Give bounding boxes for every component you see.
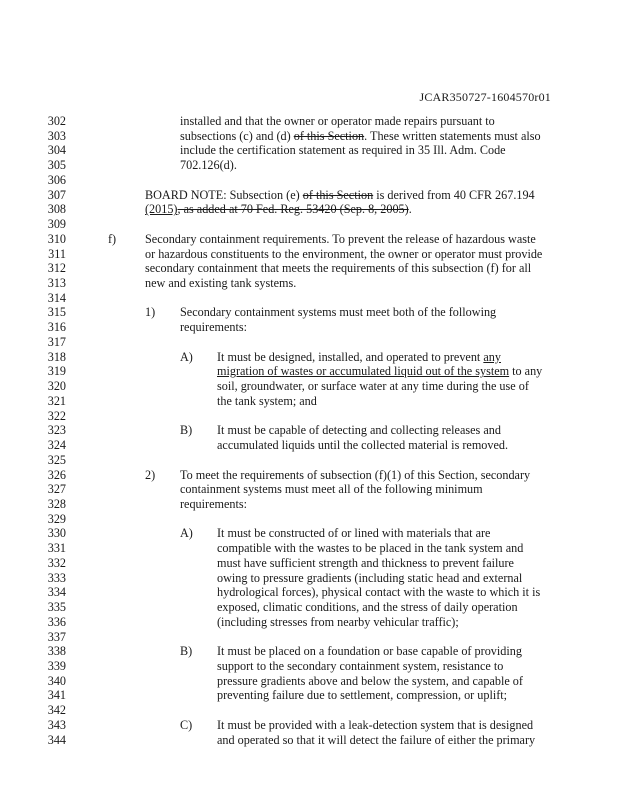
text-segment: 702.126(d). [180, 158, 237, 173]
line-312 [0, 262, 625, 275]
line-number: 326 [47, 467, 66, 482]
line-number: 344 [47, 732, 66, 747]
line-316 [0, 321, 625, 334]
line-number: 319 [47, 364, 66, 379]
line-number: 312 [47, 261, 66, 276]
line-337 [0, 631, 625, 644]
line-text [180, 498, 247, 511]
line-number: 343 [47, 717, 66, 732]
line-text [145, 189, 535, 202]
deleted-text: , as added at 70 Fed. Reg. 53420 (Sep. 8, 2005) [177, 202, 409, 217]
text-segment: to any [509, 364, 543, 379]
text-segment: requirements: [180, 320, 248, 335]
line-text [217, 527, 490, 540]
text-segment: the tank system; and [217, 393, 317, 408]
text-segment: exposed, climatic conditions, and the stress of daily operation [217, 600, 518, 615]
text-segment: must have sufficient strength and thickness to prevent failure [217, 555, 514, 570]
line-336 [0, 616, 625, 629]
subsection-label: 1) [145, 305, 156, 320]
line-340 [0, 675, 625, 688]
line-number: 327 [47, 482, 66, 497]
line-338 [0, 645, 625, 658]
line-329 [0, 513, 625, 526]
document-id-header: JCAR350727-1604570r01 [419, 90, 551, 104]
text-segment: owing to pressure gradients (including static head and external [217, 570, 523, 585]
line-339 [0, 660, 625, 673]
line-number: 313 [47, 276, 66, 291]
line-number: 305 [47, 158, 66, 173]
line-text [180, 321, 247, 334]
text-segment: . [408, 202, 412, 217]
line-number: 315 [47, 305, 66, 320]
line-335 [0, 601, 625, 614]
text-segment: It must be placed on a foundation or base capable of providing [217, 644, 522, 659]
line-number: 314 [47, 290, 66, 305]
subsection-label: A) [180, 526, 193, 541]
line-344 [0, 734, 625, 747]
subsection-label: A) [180, 349, 193, 364]
line-text [217, 542, 523, 555]
line-334 [0, 586, 625, 599]
line-number: 318 [47, 349, 66, 364]
line-307 [0, 189, 625, 202]
line-number: 328 [47, 496, 66, 511]
text-segment: accumulated liquids until the collected material is removed. [217, 438, 509, 453]
subsection-label: f) [108, 231, 117, 246]
line-330 [0, 527, 625, 540]
line-number: 303 [47, 128, 66, 143]
line-text [217, 616, 459, 629]
text-segment: support to the secondary containment system, resistance to [217, 659, 504, 673]
line-322 [0, 410, 625, 423]
line-313 [0, 277, 625, 290]
line-number: 339 [47, 659, 66, 673]
line-304 [0, 144, 625, 157]
line-314 [0, 292, 625, 305]
line-number: 304 [47, 143, 66, 158]
line-number: 316 [47, 320, 66, 335]
line-text [217, 719, 533, 732]
line-number: 302 [47, 114, 66, 128]
deleted-text: of this Section [302, 187, 374, 202]
line-text [217, 660, 503, 673]
line-306 [0, 174, 625, 187]
line-328 [0, 498, 625, 511]
deleted-text: of this Section [293, 128, 365, 143]
line-number: 308 [47, 202, 66, 217]
line-number: 334 [47, 585, 66, 600]
line-number: 335 [47, 600, 66, 615]
line-308 [0, 203, 625, 216]
line-311 [0, 248, 625, 261]
text-segment: (including stresses from nearby vehicular traffic); [217, 614, 459, 629]
line-302 [0, 115, 625, 128]
line-343 [0, 719, 625, 732]
line-number: 340 [47, 673, 66, 688]
line-342 [0, 704, 625, 717]
text-segment: soil, groundwater, or surface water at any time during the use of [217, 379, 529, 394]
line-text [217, 734, 535, 747]
line-326 [0, 469, 625, 482]
line-text [217, 572, 522, 585]
line-309 [0, 218, 625, 231]
line-323 [0, 424, 625, 437]
line-number: 311 [48, 246, 66, 261]
subsection-label: 2) [145, 467, 156, 482]
line-number: 330 [47, 526, 66, 541]
line-number: 332 [47, 555, 66, 570]
line-text [145, 277, 296, 290]
text-segment: secondary containment that meets the requirements of this subsection (f) for all [145, 261, 532, 276]
line-number: 323 [47, 423, 66, 438]
line-text [180, 159, 237, 172]
line-319 [0, 365, 625, 378]
inserted-text: (2015) [145, 202, 178, 217]
line-320 [0, 380, 625, 393]
line-number: 321 [47, 393, 66, 408]
line-327 [0, 483, 625, 496]
line-text [180, 130, 541, 143]
line-325 [0, 454, 625, 467]
line-text [145, 233, 536, 246]
line-324 [0, 439, 625, 452]
text-segment: Secondary containment requirements. To prevent the release of hazardous waste [145, 231, 536, 246]
line-text [217, 586, 540, 599]
line-text [180, 115, 495, 128]
line-number: 325 [47, 452, 66, 467]
text-segment: preventing failure due to settlement, compression, or uplift; [217, 688, 508, 703]
text-segment: It must be capable of detecting and collecting releases and [217, 423, 501, 438]
line-331 [0, 542, 625, 555]
line-text [145, 262, 531, 275]
line-text [145, 203, 412, 216]
text-segment: To meet the requirements of subsection (f)(1) of this Section, secondary [180, 467, 531, 482]
line-333 [0, 572, 625, 585]
inserted-text: any [483, 349, 501, 364]
line-310 [0, 233, 625, 246]
line-number: 322 [47, 408, 66, 423]
inserted-text: migration of wastes or accumulated liquid out of the system [217, 364, 510, 379]
line-number: 338 [47, 644, 66, 659]
text-segment: BOARD NOTE: Subsection (e) [145, 187, 303, 202]
line-number: 309 [47, 217, 66, 232]
line-text [217, 675, 523, 688]
line-text [217, 380, 529, 393]
line-number: 307 [47, 187, 66, 202]
text-segment: pressure gradients above and below the system, and capable of [217, 673, 523, 688]
text-segment: It must be constructed of or lined with materials that are [217, 526, 491, 541]
text-segment: . These written statements must also [364, 128, 541, 143]
line-text [217, 439, 508, 452]
line-text [180, 306, 496, 319]
line-number: 306 [47, 172, 66, 187]
text-segment: containment systems must meet all of the following minimum [180, 482, 483, 497]
line-number: 342 [47, 703, 66, 718]
text-segment: or hazardous constituents to the environment, the owner or operator must provide [145, 246, 543, 261]
text-segment: installed and that the owner or operator made repairs pursuant to [180, 114, 495, 128]
line-number: 329 [47, 511, 66, 526]
line-number: 341 [47, 688, 66, 703]
text-segment: It must be designed, installed, and operated to prevent [217, 349, 484, 364]
line-text [217, 601, 518, 614]
text-segment: Secondary containment systems must meet both of the following [180, 305, 497, 320]
line-number: 310 [47, 231, 66, 246]
line-text [217, 424, 501, 437]
line-text [217, 645, 522, 658]
line-text [180, 483, 483, 496]
text-segment: requirements: [180, 496, 248, 511]
line-text [180, 144, 506, 157]
line-number: 336 [47, 614, 66, 629]
text-segment: is derived from 40 CFR 267.194 [373, 187, 535, 202]
text-segment: include the certification statement as required in 35 Ill. Adm. Code [180, 143, 506, 158]
line-text [145, 248, 542, 261]
line-321 [0, 395, 625, 408]
text-segment: hydrological forces), physical contact with the waste to which it is [217, 585, 541, 600]
line-number: 324 [47, 438, 66, 453]
text-segment: It must be provided with a leak-detection system that is designed [217, 717, 534, 732]
line-number: 333 [47, 570, 66, 585]
line-303 [0, 130, 625, 143]
line-number: 331 [47, 541, 66, 556]
text-segment: and operated so that it will detect the failure of either the primary [217, 732, 536, 747]
subsection-label: B) [180, 644, 193, 659]
line-text [217, 557, 514, 570]
line-number: 337 [47, 629, 66, 644]
line-text [180, 469, 530, 482]
line-number: 320 [47, 379, 66, 394]
text-segment: compatible with the wastes to be placed in the tank system and [217, 541, 524, 556]
line-text [217, 351, 501, 364]
line-305 [0, 159, 625, 172]
line-318 [0, 351, 625, 364]
line-text [217, 395, 317, 408]
line-text [217, 365, 542, 378]
subsection-label: C) [180, 717, 193, 732]
line-text [217, 689, 507, 702]
line-number: 317 [47, 334, 66, 349]
line-317 [0, 336, 625, 349]
subsection-label: B) [180, 423, 193, 438]
line-332 [0, 557, 625, 570]
line-341 [0, 689, 625, 702]
line-315 [0, 306, 625, 319]
text-segment: new and existing tank systems. [145, 276, 297, 291]
text-segment: subsections (c) and (d) [180, 128, 294, 143]
